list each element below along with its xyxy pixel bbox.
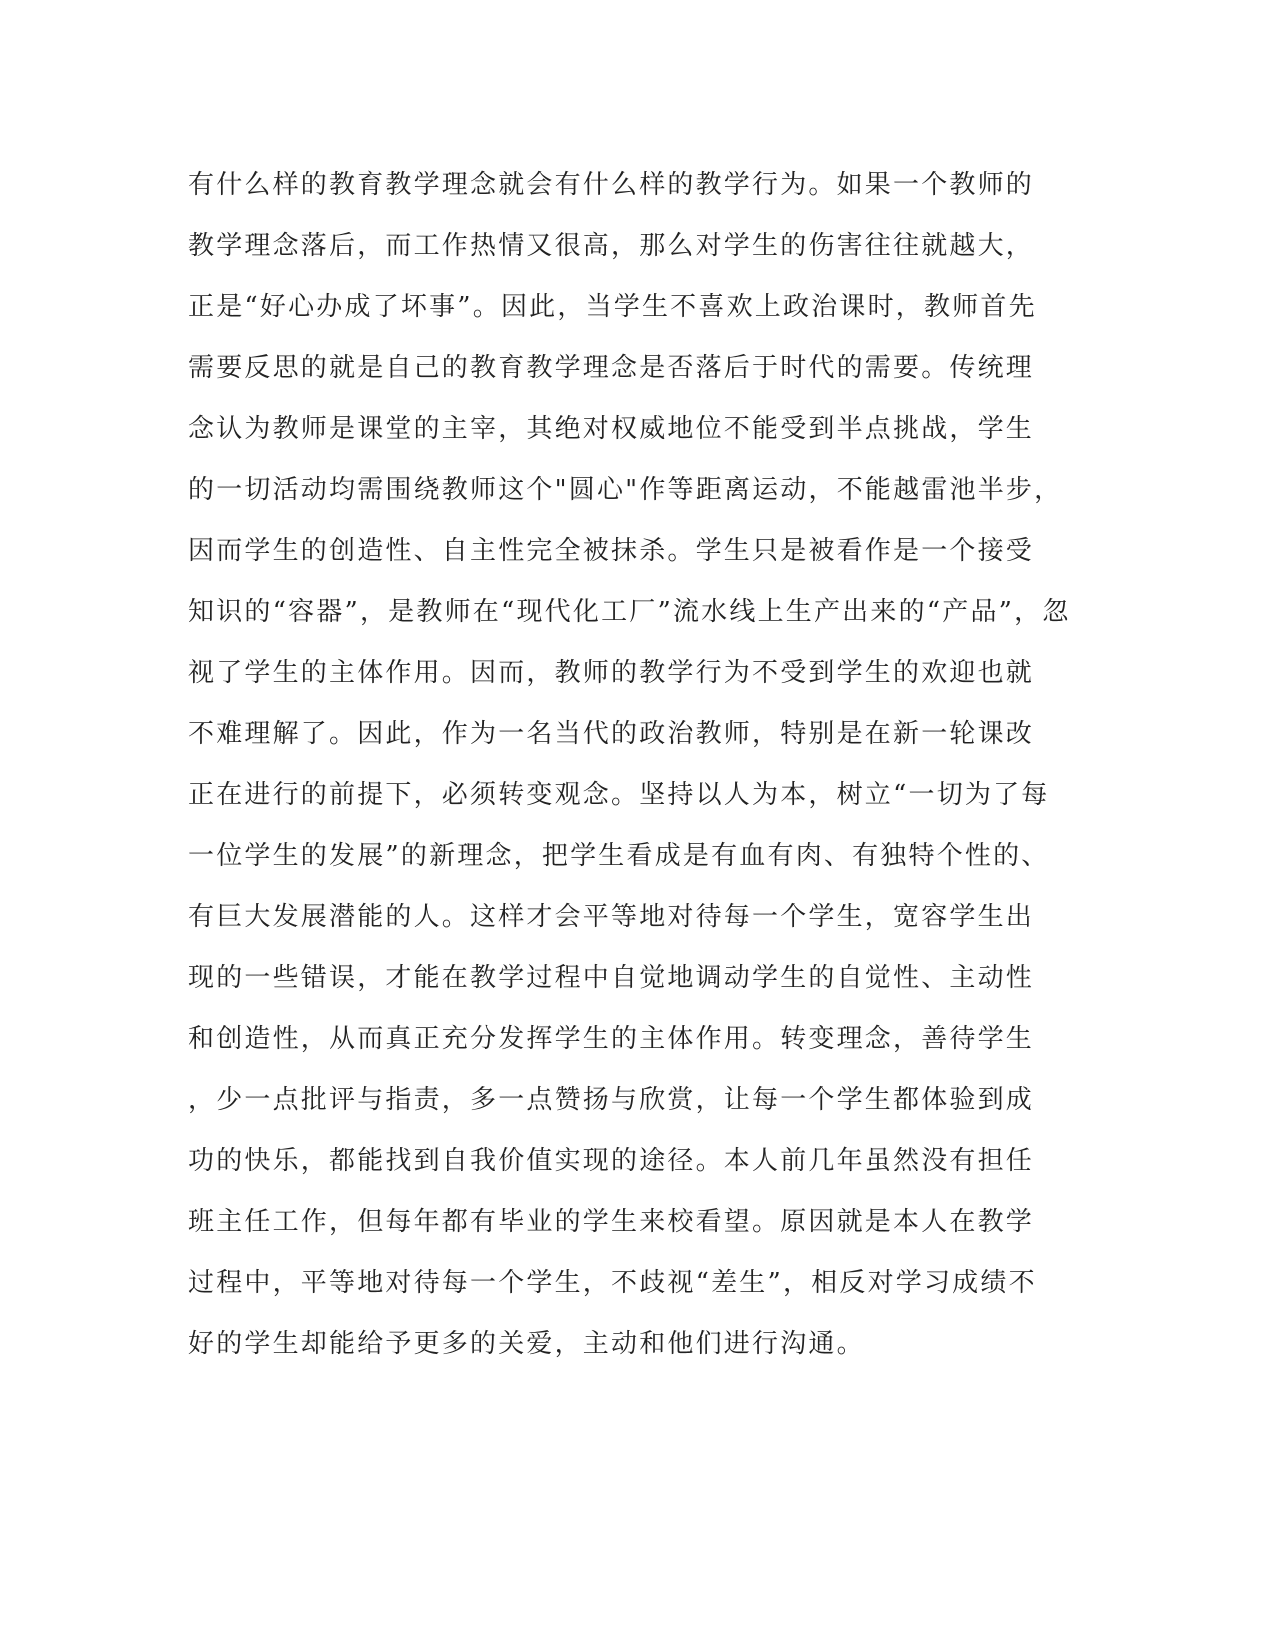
text-line: 好的学生却能给予更多的关爱，主动和他们进行沟通。 xyxy=(188,1329,865,1359)
text-line: 现的一些错误，才能在教学过程中自觉地调动学生的自觉性、主动性 xyxy=(188,963,1035,993)
text-line: 和创造性，从而真正充分发挥学生的主体作用。转变理念，善待学生 xyxy=(188,1024,1035,1054)
text-line: 正在进行的前提下，必须转变观念。坚持以人为本，树立“一切为了每 xyxy=(188,780,1050,810)
text-line: ，少一点批评与指责，多一点赞扬与欣赏，让每一个学生都体验到成 xyxy=(188,1085,1035,1115)
text-line: 知识的“容器”，是教师在“现代化工厂”流水线上生产出来的“产品”，忽 xyxy=(188,597,1071,627)
text-line: 班主任工作，但每年都有毕业的学生来校看望。原因就是本人在教学 xyxy=(188,1207,1035,1237)
text-line: 有巨大发展潜能的人。这样才会平等地对待每一个学生，宽容学生出 xyxy=(188,902,1035,932)
text-line: 功的快乐，都能找到自我价值实现的途径。本人前几年虽然没有担任 xyxy=(188,1146,1035,1176)
text-line: 因而学生的创造性、自主性完全被抹杀。学生只是被看作是一个接受 xyxy=(188,536,1035,566)
text-line: 过程中，平等地对待每一个学生，不歧视“差生”，相反对学习成绩不 xyxy=(188,1268,1037,1298)
text-line: 视了学生的主体作用。因而，教师的教学行为不受到学生的欢迎也就 xyxy=(188,658,1035,688)
body-paragraph xyxy=(188,155,1088,1375)
text-line: 不难理解了。因此，作为一名当代的政治教师，特别是在新一轮课改 xyxy=(188,719,1035,749)
text-line: 需要反思的就是自己的教育教学理念是否落后于时代的需要。传统理 xyxy=(188,353,1035,383)
text-line: 念认为教师是课堂的主宰，其绝对权威地位不能受到半点挑战，学生 xyxy=(188,414,1035,444)
text-line: 一位学生的发展”的新理念，把学生看成是有血有肉、有独特个性的、 xyxy=(188,841,1050,871)
text-line: 的一切活动均需围绕教师这个"圆心"作等距离运动，不能越雷池半步， xyxy=(188,475,1063,505)
text-line: 正是“好心办成了坏事”。因此，当学生不喜欢上政治课时，教师首先 xyxy=(188,292,1037,322)
text-line: 有什么样的教育教学理念就会有什么样的教学行为。如果一个教师的 xyxy=(188,170,1035,200)
text-line: 教学理念落后，而工作热情又很高，那么对学生的伤害往往就越大， xyxy=(188,231,1035,261)
